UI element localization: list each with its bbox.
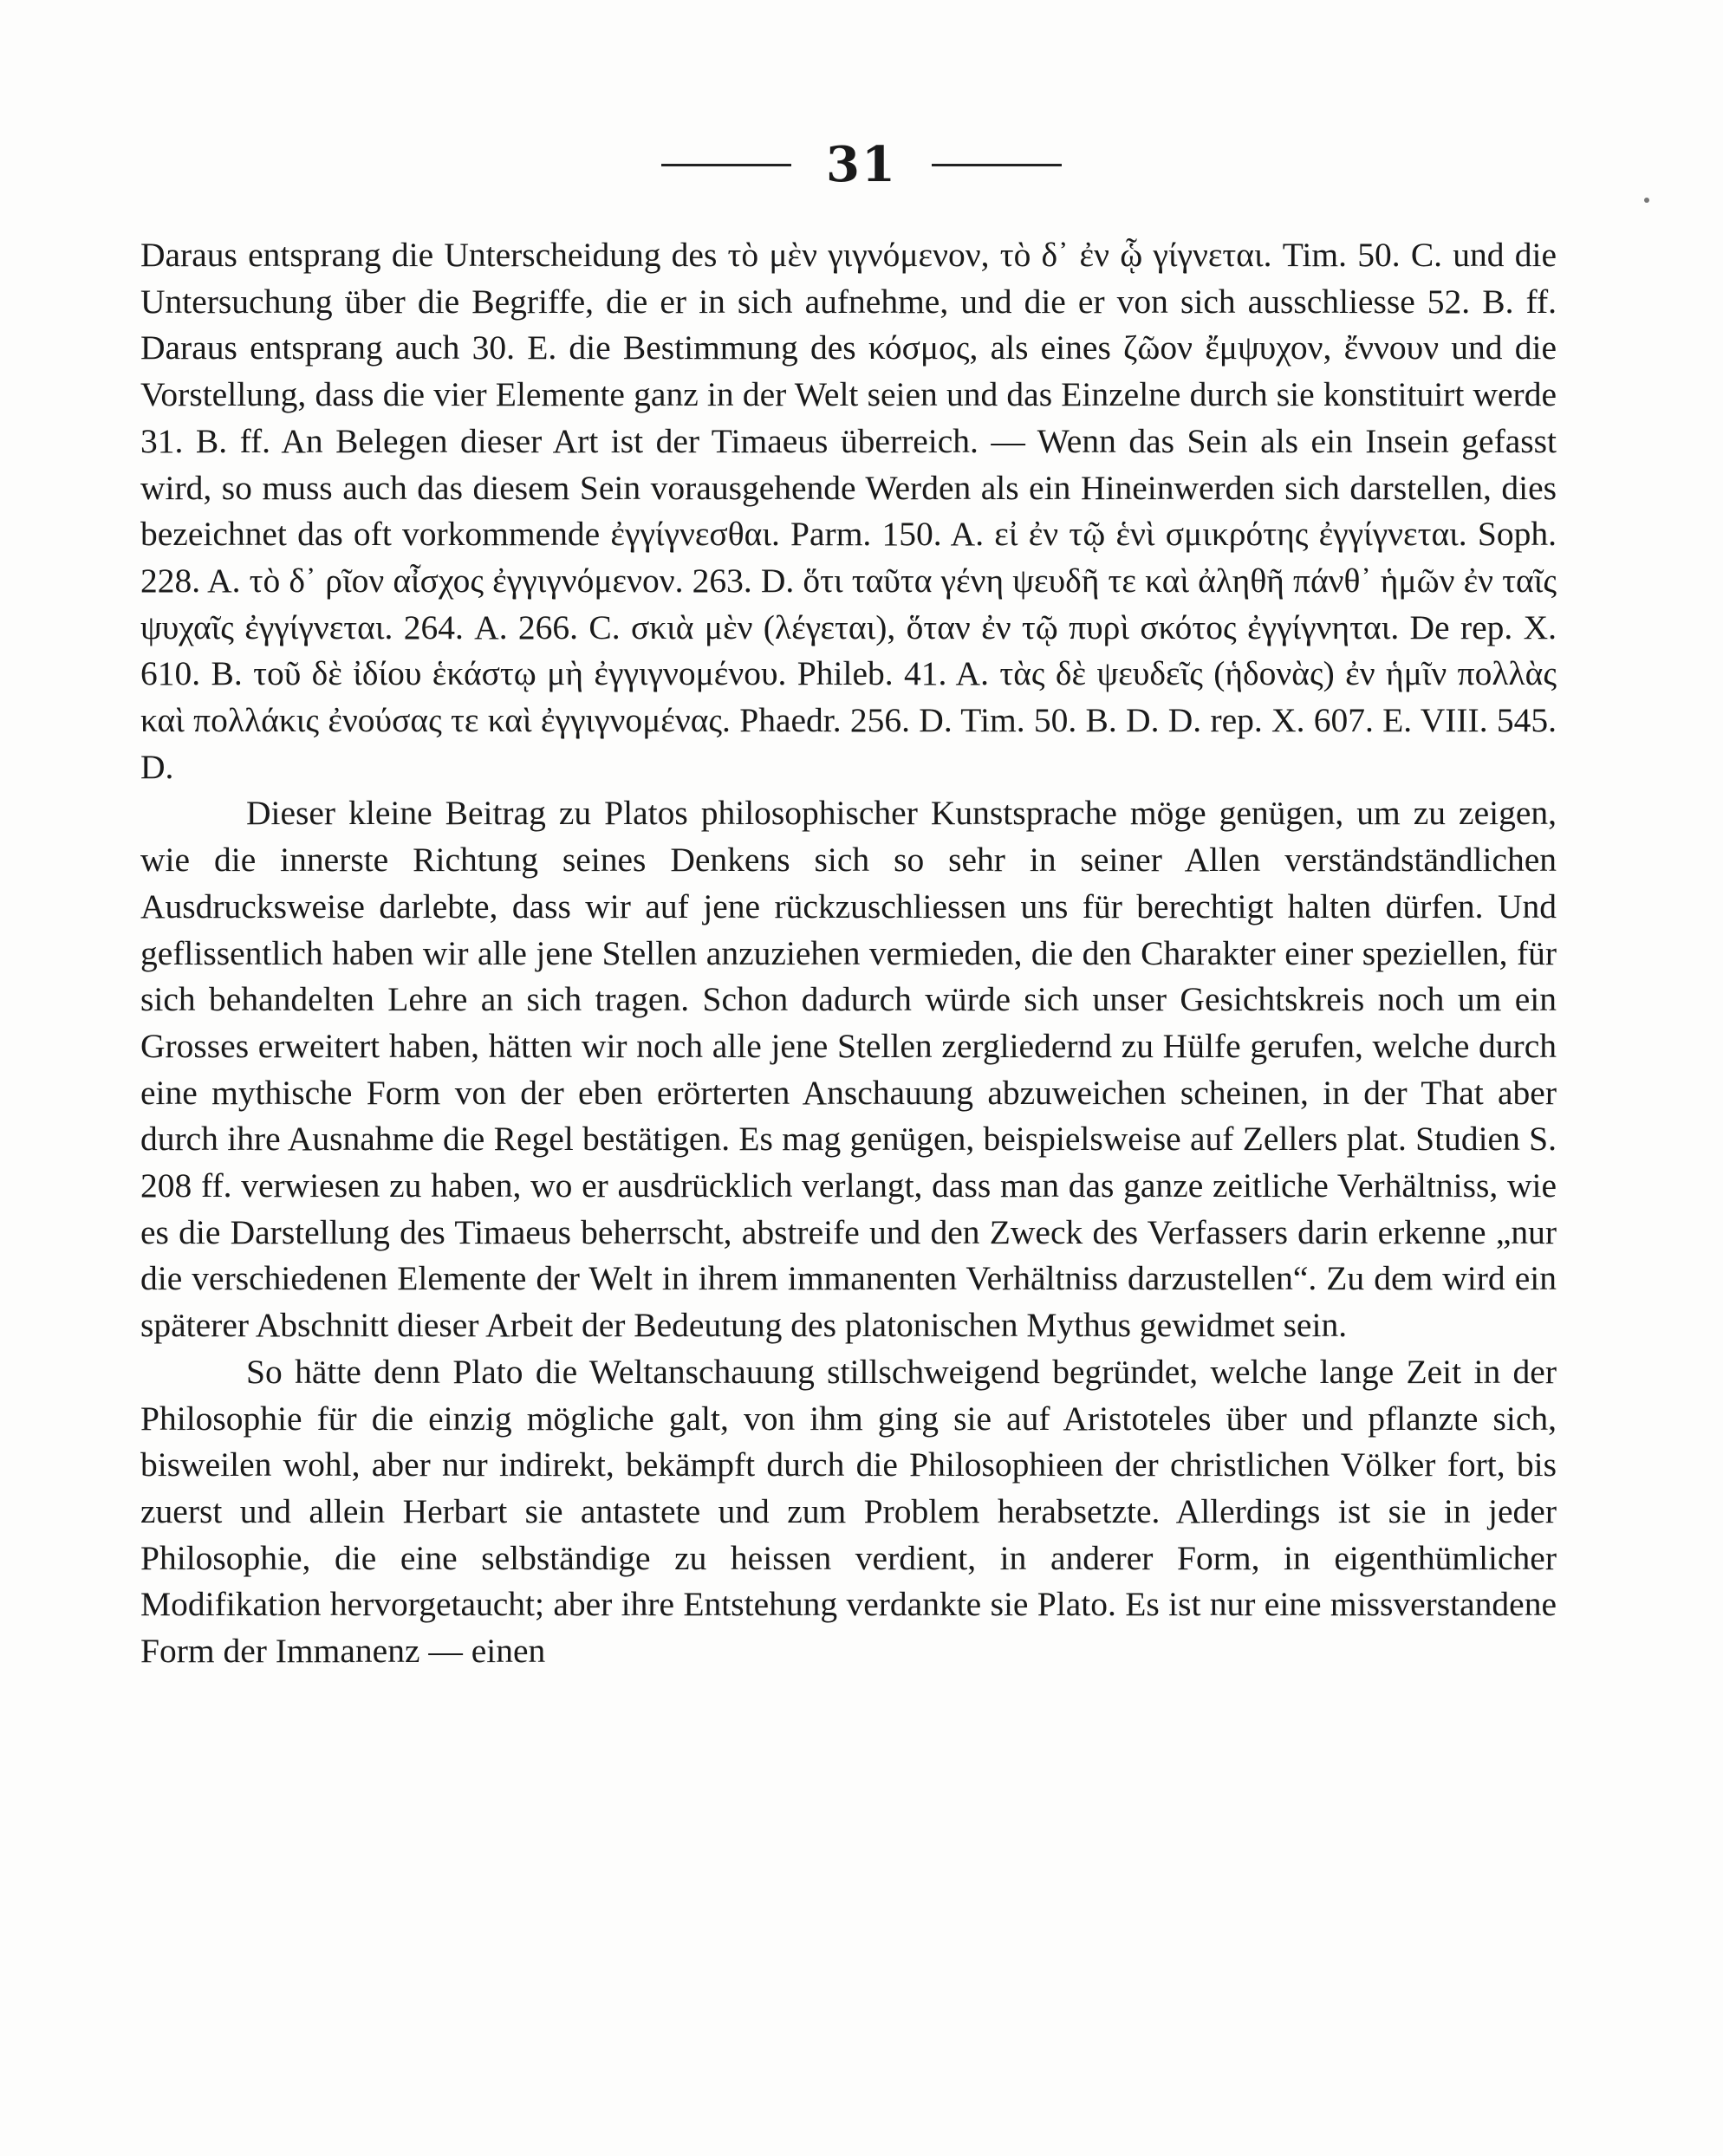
header-rule-right [932,164,1062,166]
page-header [0,130,1723,199]
paragraph-1: Daraus entsprang die Unterscheidung des τὸ μὲν γιγνόμενον, τὸ δ᾽ ἐν ᾧ γίγνεται. Tim. 50. C. und die Untersuchung über die Begriffe, die er in sich aufnehme, und die er von sich ausschliesse 52. B. ff. Daraus entsprang auch 30. E. die Bestimmung des κόσμος, als eines ζῶον ἔμψυχον, ἔννουν und die Vorstellung, dass die vier Elemente ganz in der Welt seien und das Einzelne durch sie konstituirt werde 31. B. ff. An Belegen dieser Art ist der Timaeus überreich. — Wenn das Sein als ein Insein gefasst wird, so muss auch das diesem Sein vorausgehende Werden als ein Hineinwerden sich darstellen, dies bezeichnet das oft vorkommende ἐγγίγνεσθαι. Parm. 150. A. εἰ ἐν τῷ ἑνὶ σμικρότης ἐγγίγνεται. Soph. 228. A. τὸ δ᾽ ρῖον αἶσχος ἐγγιγνόμενον. 263. D. ὅτι ταῦτα γένη ψευδῆ τε καὶ ἀληθῆ πάνθ᾽ ἡμῶν ἐν ταῖς ψυχαῖς ἐγγίγνεται. 264. A. 266. C. σκιὰ μὲν (λέγεται), ὅταν ἐν τῷ πυρὶ σκότος ἐγγίγνηται. De rep. X. 610. B. τοῦ δὲ ἰδίου ἑκάστῳ μὴ ἐγγιγνομένου. Phileb. 41. A. τὰς δὲ ψευδεῖς (ἡδονὰς) ἐν ἡμῖν πολλὰς καὶ πολλάκις ἐνούσας τε καὶ ἐγγιγνομένας. Phaedr. 256. D. Tim. 50. B. D. D. rep. X. 607. E. VIII. 545. D. [140,236,1557,786]
paragraph-3: So hätte denn Plato die Weltanschauung stillschweigend begründet, welche lange Zeit in der Philosophie für die einzig mögliche galt, von ihm ging sie auf Aristoteles über und pflanzte sich, bisweilen wohl, aber nur indirekt, bekämpft durch die Philosophieen der christlichen Völker fort, bis zuerst und allein Herbart sie antastete und zum Problem herabsetzte. Allerdings ist sie in jeder Philosophie, die eine selbständige zu heissen verdient, in anderer Form, in eigenthümlicher Modifikation hervorgetaucht; aber ihre Entstehung verdankte sie Plato. Es ist nur eine missverstandene Form der Immanenz — einen [140,1352,1557,1671]
page-number: 31 [826,136,897,193]
page-body [140,232,1557,1675]
header-rule-left [661,164,791,166]
paper-speckle [1644,198,1649,203]
paragraph-2: Dieser kleine Beitrag zu Platos philosophischer Kunstsprache möge genügen, um zu zeigen, wie die innerste Richtung seines Denkens sich so sehr in seiner Allen verständständlichen Ausdrucksweise darlebte, dass wir auf jene rückzuschliessen uns für berechtigt halten dürfen. Und geflissentlich haben wir alle jene Stellen anzuziehen vermieden, die den Charakter einer speziellen, für sich behandelten Lehre an sich tragen. Schon dadurch würde sich unser Gesichtskreis noch um ein Grosses erweitert haben, hätten wir noch alle jene Stellen zergliedernd zu Hülfe gerufen, welche durch eine mythische Form von der eben erörterten Anschauung abzuweichen scheinen, in der That aber durch ihre Ausnahme die Regel bestätigen. Es mag genügen, beispielsweise auf Zellers plat. Studien S. 208 ff. verwiesen zu haben, wo er ausdrücklich verlangt, dass man das ganze zeitliche Verhältniss, wie es die Darstellung des Timaeus beherrscht, abstreife und den Zweck des Verfassers darin erkenne „nur die verschiedenen Elemente der Welt in ihrem immanenten Verhältniss darzustellen“. Zu dem wird ein späterer Abschnitt dieser Arbeit der Bedeutung des platonischen Mythus gewidmet sein. [140,794,1557,1345]
